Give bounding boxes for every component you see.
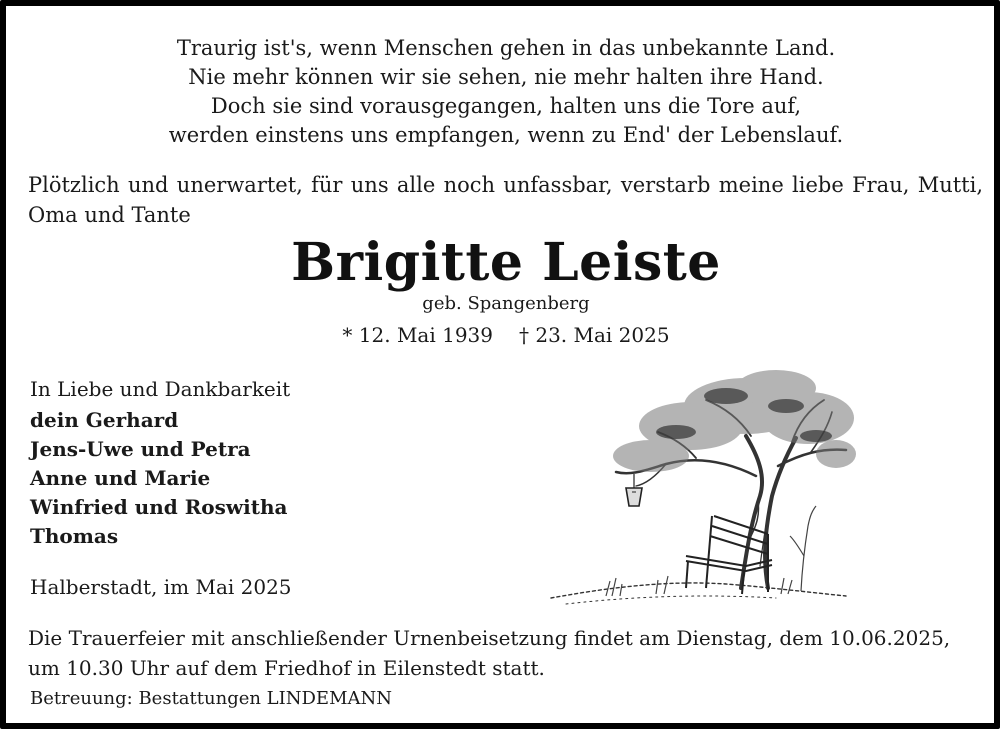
mourner-name: Winfried und Roswitha: [30, 495, 288, 519]
mourners-lead: In Liebe und Dankbarkeit: [30, 377, 291, 401]
tree-with-bench-and-lantern-icon: [546, 366, 856, 611]
place-date: Halberstadt, im Mai 2025: [30, 575, 292, 599]
ceremony-line: um 10.30 Uhr auf dem Friedhof in Eilenstedt statt.: [28, 656, 545, 680]
poem-line: Nie mehr können wir sie sehen, nie mehr halten ihre Hand.: [188, 65, 824, 89]
mourner-name: Anne und Marie: [30, 466, 211, 490]
mourner-name: Jens-Uwe und Petra: [30, 437, 251, 461]
mourners: [30, 374, 530, 551]
ceremony-info: [28, 623, 988, 683]
life-dates: [6, 321, 1000, 349]
intro-line: Plötzlich und unerwartet, für uns alle noch unfassbar, verstarb meine liebe Frau, Mutti,: [28, 173, 983, 197]
mourner-name: Thomas: [30, 524, 119, 548]
birth-date: * 12. Mai 1939: [342, 323, 493, 347]
poem-line: werden einstens uns empfangen, wenn zu End' der Lebenslauf.: [168, 123, 844, 147]
poem: [6, 34, 1000, 150]
maiden-name: geb. Spangenberg: [422, 293, 590, 314]
intro-line: Oma und Tante: [28, 203, 191, 227]
death-date: † 23. Mai 2025: [519, 323, 670, 347]
poem-line: Traurig ist's, wenn Menschen gehen in das unbekannte Land.: [176, 36, 836, 60]
ceremony-line: Die Trauerfeier mit anschließender Urnenbeisetzung findet am Dienstag, dem 10.06.2025,: [28, 626, 951, 650]
poem-line: Doch sie sind vorausgegangen, halten uns die Tore auf,: [210, 94, 802, 118]
mourner-list: [30, 406, 530, 551]
funeral-home-credit: Betreuung: Bestattungen LINDEMANN: [30, 688, 392, 709]
mourner-name: dein Gerhard: [30, 408, 179, 432]
deceased-name: Brigitte Leiste: [291, 232, 721, 293]
intro-text: [28, 170, 983, 230]
